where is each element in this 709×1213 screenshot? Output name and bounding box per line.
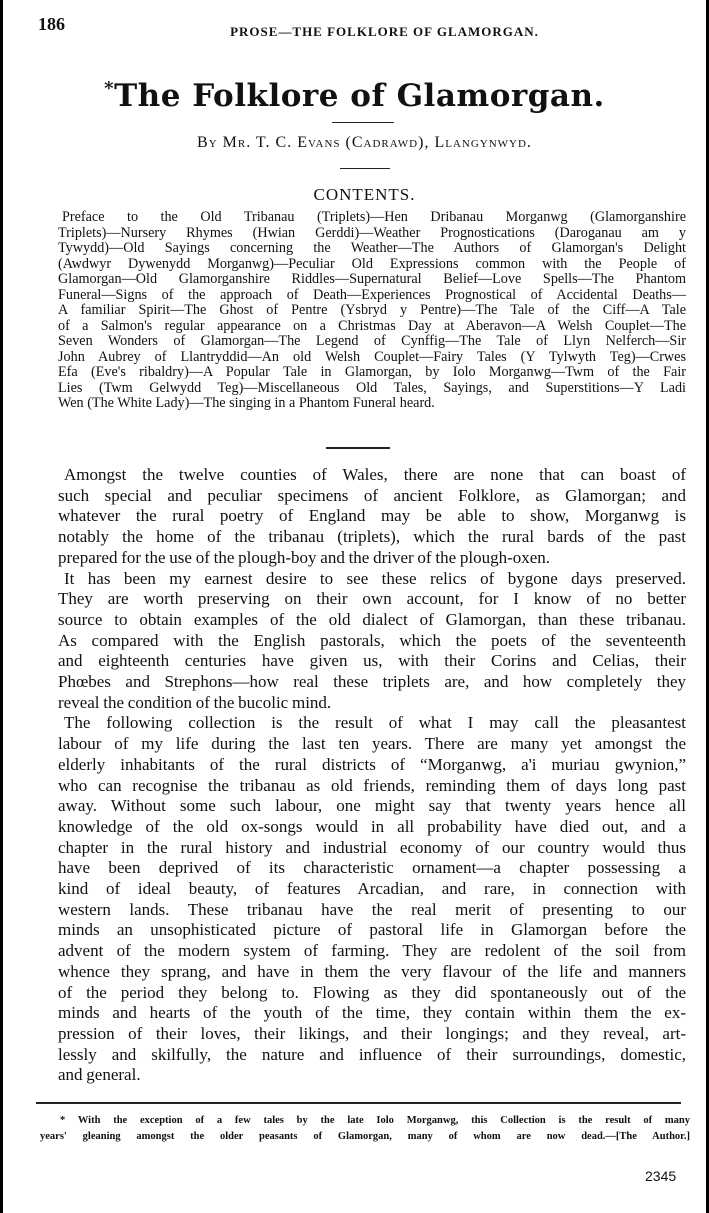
contents-line: Glamorgan—Old Glamorganshire Riddles—Supernatural Belief—Love Spells—The Phantom bbox=[58, 271, 686, 287]
contents-line: A familiar Spirit—The Ghost of Pentre (Ysbryd y Pentre)—The Tale of the Ciff—A Tale bbox=[58, 302, 686, 318]
footnote bbox=[40, 1113, 690, 1145]
running-head: PROSE—THE FOLKLORE OF GLAMORGAN. bbox=[230, 24, 539, 39]
left-border bbox=[0, 0, 3, 1213]
body-line: who can recognise the tribanau as old friends, reminding them of days long past bbox=[58, 775, 686, 795]
contents-line: Triplets)—Nursery Rhymes (Hwian Gerddi)—Weather Prognostications (Daroganau am y bbox=[58, 224, 686, 241]
body-line: As compared with the English pastorals, which the poets of the seventeenth bbox=[58, 630, 686, 650]
body-line: minds and hearts of the youth of the time, they contain within them the ex- bbox=[58, 1003, 686, 1023]
contents-line: (Awdwyr Dywenydd Morganwg)—Peculiar Old Expressions common with the People of bbox=[58, 255, 686, 272]
body-line: advent of the modern system of farming. They are redolent of the soil from bbox=[58, 941, 686, 961]
body-line: of the period they belong to. Flowing as they did spontaneously out of the bbox=[58, 982, 686, 1002]
body-line: and general. bbox=[58, 1065, 141, 1085]
body-line: elderly inhabitants of the rural districts of “Morganwg, a'i muriau gwynion,” bbox=[58, 754, 686, 774]
body-line: chapter in the rural history and industrial economy of our country would thus bbox=[58, 837, 686, 857]
footnote-rule bbox=[36, 1102, 681, 1104]
body-line: Amongst the twelve counties of Wales, there are none that can boast of bbox=[64, 465, 686, 484]
contents-line: Seven Wonders of Glamorgan—The Legend of Cynffig—The Tale of Llyn Nelferch—Sir bbox=[58, 333, 686, 349]
catalogue-number: 2345 bbox=[645, 1168, 677, 1184]
footnote-marker: * bbox=[104, 78, 115, 99]
contents-line: John Aubrey of Llantryddid—An old Welsh Couplet—Fairy Tales (Y Tylwyth Teg)—Crwes bbox=[58, 348, 686, 365]
article-title bbox=[0, 78, 709, 114]
body-line: lessly and skilfully, the nature and influence of their surroundings, domestic, bbox=[58, 1044, 686, 1064]
contents-list bbox=[58, 210, 686, 412]
contents-heading: CONTENTS. bbox=[313, 185, 416, 204]
contents-line: Funeral—Signs of the approach of Death—Experiences Prognostical of Accidental Deaths— bbox=[58, 286, 686, 303]
contents-line: Preface to the Old Tribanau (Triplets)—Hen Dribanau Morganwg (Glamorganshire bbox=[62, 209, 686, 225]
body-line: It has been my earnest desire to see these relics of bygone days preserved. bbox=[64, 568, 686, 588]
title-rule bbox=[332, 122, 394, 123]
footnote-line: * With the exception of a few tales by the late Iolo Morganwg, this Collection is the result of many bbox=[60, 1115, 690, 1126]
contents-line: Wen (The White Lady)—The singing in a Phantom Funeral heard. bbox=[58, 395, 435, 411]
body-line: prepared for the use of the plough-boy and the driver of the plough-oxen. bbox=[58, 547, 551, 567]
footnote-line: years' gleaning amongst the older peasants of Glamorgan, many of whom are now dead.—[The Author.] bbox=[40, 1131, 690, 1142]
body-line: labour of my life during the last ten years. There are many yet amongst the bbox=[58, 734, 686, 754]
contents-line: Efa (Eve's ribaldry)—A Popular Tale in Glamorgan, by Iolo Morganwg—Twm of the Fair bbox=[58, 364, 686, 380]
body-line: and eighteenth centuries have given us, with their Corins and Celias, their bbox=[58, 651, 686, 671]
body-line: kind of ideal beauty, of features Arcadian, and rare, in connection with bbox=[58, 879, 686, 899]
body-line: away. Without some such labour, one might say that twenty years hence all bbox=[58, 796, 686, 816]
body-text bbox=[58, 465, 686, 1086]
body-line: minds an unsophisticated picture of pastoral life in Glamorgan before the bbox=[58, 920, 686, 940]
body-line: western lands. These tribanau have the real merit of presenting to our bbox=[58, 899, 686, 919]
body-line: source to obtain examples of the old dialect of Glamorgan, than these tribanau. bbox=[58, 609, 686, 629]
body-line: notably the home of the tribanau (triplets), which the rural bards of the past bbox=[58, 527, 686, 547]
body-line: have been deprived of its characteristic ornament—a chapter possessing a bbox=[58, 858, 686, 878]
title-text: The Folklore of Glamorgan. bbox=[114, 78, 605, 114]
body-line: They are worth preserving on their own account, for I know of no better bbox=[58, 589, 686, 609]
author-rule bbox=[340, 168, 390, 169]
body-line: whatever the rural poetry of England may be able to show, Morganwg is bbox=[58, 506, 686, 526]
body-line: such special and peculiar specimens of ancient Folklore, as Glamorgan; and bbox=[58, 485, 686, 505]
body-line: Phœbes and Strephons—how real these triplets are, and how completely they bbox=[58, 672, 686, 692]
body-line: whence they sprang, and have in them the very flavour of the life and manners bbox=[58, 961, 686, 981]
body-line: The following collection is the result of what I may call the pleasantest bbox=[64, 713, 686, 733]
contents-line: of a Salmon's regular appearance on a Christmas Day at Aberavon—A Welsh Couplet—The bbox=[58, 317, 686, 334]
body-line: reveal the condition of the bucolic mind. bbox=[58, 692, 332, 712]
contents-line: Tywydd)—Old Sayings concerning the Weather—The Authors of Glamorgan's Delight bbox=[58, 240, 686, 256]
body-line: knowledge of the old ox-songs would in all probability have died out, and a bbox=[58, 816, 686, 836]
body-line: pression of their loves, their likings, and their longings; and they reveal, art- bbox=[58, 1023, 686, 1043]
page-number: 186 bbox=[38, 14, 65, 34]
author-line: By Mr. T. C. Evans (Cadrawd), Llangynwyd. bbox=[197, 134, 532, 151]
section-rule bbox=[326, 447, 390, 449]
contents-line: Lies (Twm Gelwydd Teg)—Miscellaneous Old Tales, Sayings, and Superstitions—Y Ladi bbox=[58, 379, 686, 396]
